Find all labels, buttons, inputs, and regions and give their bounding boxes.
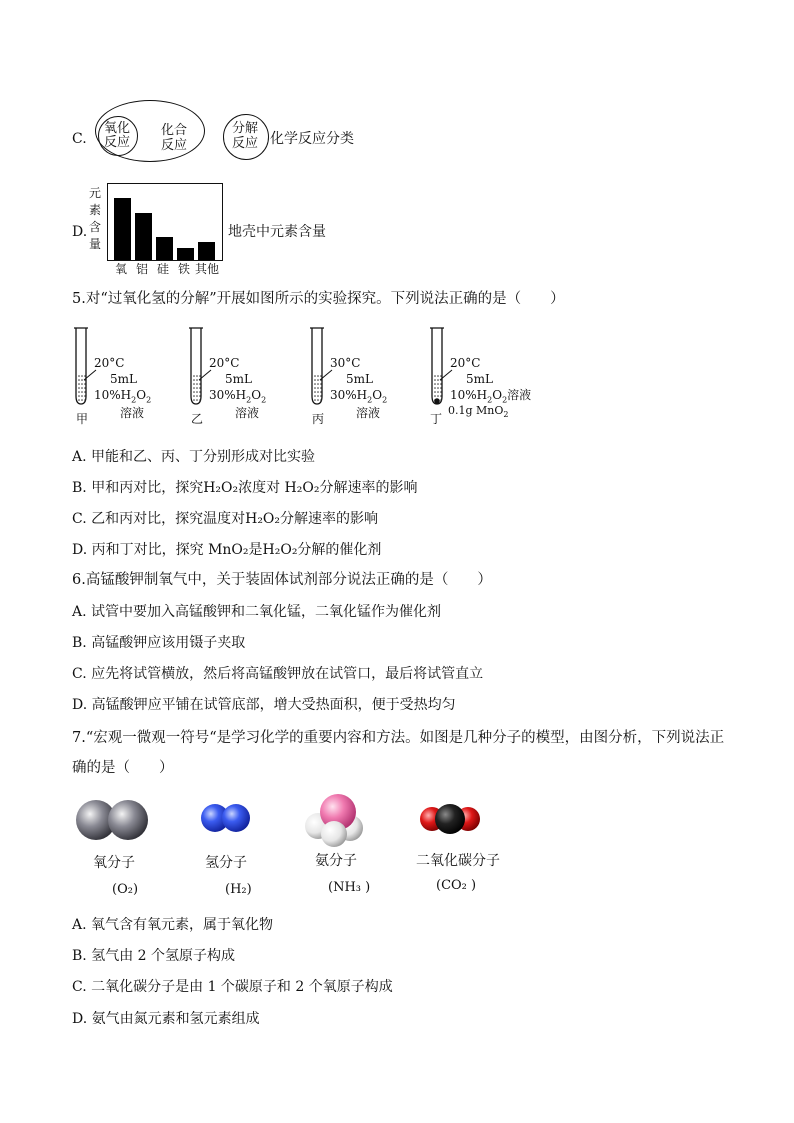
- option-d-label: D.: [72, 224, 88, 240]
- tube-temperature: 20°C: [209, 356, 240, 370]
- oxygen-molecule-formula: (O₂): [112, 882, 139, 897]
- q6-stem: 6.高锰酸钾制氧气中，关于装固体试剂部分说法正确的是（ ）: [72, 572, 492, 588]
- decomposition-reaction-text: 分解 反应: [231, 121, 258, 151]
- tube-concentration: $30\%H_2O_2$: [209, 388, 267, 405]
- hydrogen-molecule-name: 氢分子: [205, 855, 247, 871]
- option-c-label: C.: [72, 131, 87, 147]
- ammonia-molecule-icon: [305, 794, 363, 847]
- x-tick-label-2: 铝: [136, 262, 149, 276]
- test-tube-1: [72, 326, 192, 426]
- tube-solution: 溶液: [235, 406, 260, 420]
- chart-x-labels: [107, 262, 227, 276]
- q7-stem-line1: 7.“宏观一微观一符号“是学习化学的重要内容和方法。如图是几种分子的模型，由图分析，下列说法正: [72, 730, 725, 746]
- hydrogen-molecule-formula: (H₂): [225, 882, 252, 897]
- bar-2: [135, 213, 152, 260]
- tube-temperature: 20°C: [450, 356, 481, 370]
- carbon-dioxide-molecule-icon: [420, 804, 480, 834]
- tube-temperature: 20°C: [94, 356, 125, 370]
- chart-bars: [108, 184, 222, 260]
- x-tick-label-4: 铁: [178, 262, 191, 276]
- bar-1: [114, 198, 131, 260]
- tube-volume: 5mL: [225, 372, 252, 386]
- oxygen-molecule-name: 氧分子: [93, 855, 135, 871]
- test-tube-4: [428, 326, 548, 426]
- q7-option-b[interactable]: B. 氢气由 2 个氢原子构成: [72, 948, 235, 964]
- x-tick-label-3: 硅: [157, 262, 170, 276]
- tube-name: 乙: [191, 412, 204, 426]
- tube-volume: 5mL: [110, 372, 137, 386]
- tube-concentration: $30\%H_2O_2$: [330, 388, 388, 405]
- option-d-caption: 地壳中元素含量: [228, 224, 326, 240]
- carbon-dioxide-molecule-name: 二氧化碳分子: [416, 853, 500, 869]
- oxygen-molecule-icon: [76, 800, 148, 840]
- tube-concentration: $10\%H_2O_2$溶液: [450, 388, 532, 405]
- bar-3: [156, 237, 173, 260]
- q5-stem: 5.对“过氧化氢的分解”开展如图所示的实验探究。下列说法正确的是（ ）: [72, 291, 565, 307]
- x-tick-label-5: 其他: [195, 262, 220, 276]
- q5-option-d[interactable]: D. 丙和丁对比，探究 MnO₂是H₂O₂分解的催化剂: [72, 542, 382, 558]
- carbon-dioxide-molecule-formula: (CO₂ ): [436, 878, 477, 893]
- test-tube-2: [187, 326, 307, 426]
- tube-solution: 溶液: [120, 406, 145, 420]
- q5-option-c[interactable]: C. 乙和丙对比，探究温度对H₂O₂分解速率的影响: [72, 511, 379, 527]
- tube-solution: 溶液: [356, 406, 381, 420]
- q6-option-b[interactable]: B. 高锰酸钾应该用镊子夹取: [72, 635, 246, 651]
- ammonia-molecule-name: 氨分子: [315, 853, 357, 869]
- q7-stem-line2: 确的是（ ）: [72, 760, 174, 776]
- q5-option-b[interactable]: B. 甲和丙对比，探究H₂O₂浓度对 H₂O₂分解速率的影响: [72, 480, 418, 496]
- option-c-caption: 化学反应分类: [270, 131, 354, 147]
- bar-4: [177, 248, 194, 260]
- q6-option-c[interactable]: C. 应先将试管横放，然后将高锰酸钾放在试管口，最后将试管直立: [72, 666, 484, 682]
- tube-volume: 5mL: [346, 372, 373, 386]
- tube-name: 丙: [312, 412, 325, 426]
- crust-element-bar-chart: [107, 183, 223, 261]
- combination-reaction-text: 化合 反应: [160, 123, 187, 153]
- q7-option-a[interactable]: A. 氧气含有氧元素，属于氧化物: [72, 917, 274, 933]
- bar-5: [198, 242, 215, 260]
- q6-option-a[interactable]: A. 试管中要加入高锰酸钾和二氧化锰，二氧化锰作为催化剂: [72, 604, 442, 620]
- ammonia-molecule-formula: (NH₃ ): [328, 880, 371, 895]
- q6-option-d[interactable]: D. 高锰酸钾应平铺在试管底部，增大受热面积，便于受热均匀: [72, 697, 456, 713]
- hydrogen-molecule-icon: [201, 804, 250, 832]
- tube-name: 甲: [76, 412, 89, 426]
- tube-name: 丁: [430, 412, 443, 426]
- tube-temperature: 30°C: [330, 356, 361, 370]
- tube-volume: 5mL: [466, 372, 493, 386]
- oxidation-reaction-text: 氧化 反应: [103, 121, 130, 150]
- q5-option-a[interactable]: A. 甲能和乙、丙、丁分别形成对比实验: [72, 449, 316, 465]
- q7-option-c[interactable]: C. 二氧化碳分子是由 1 个碳原子和 2 个氧原子构成: [72, 979, 393, 995]
- test-tube-3: [308, 326, 428, 426]
- tube-catalyst: 0.1g MnO$_2$: [448, 404, 509, 420]
- tube-concentration: $10\%H_2O_2$: [94, 388, 152, 405]
- q7-option-d[interactable]: D. 氨气由氮元素和氢元素组成: [72, 1011, 260, 1027]
- chart-y-axis-label: 元 素 含 量: [89, 186, 102, 251]
- molecule-models: [60, 790, 530, 850]
- x-tick-label-1: 氧: [115, 262, 128, 276]
